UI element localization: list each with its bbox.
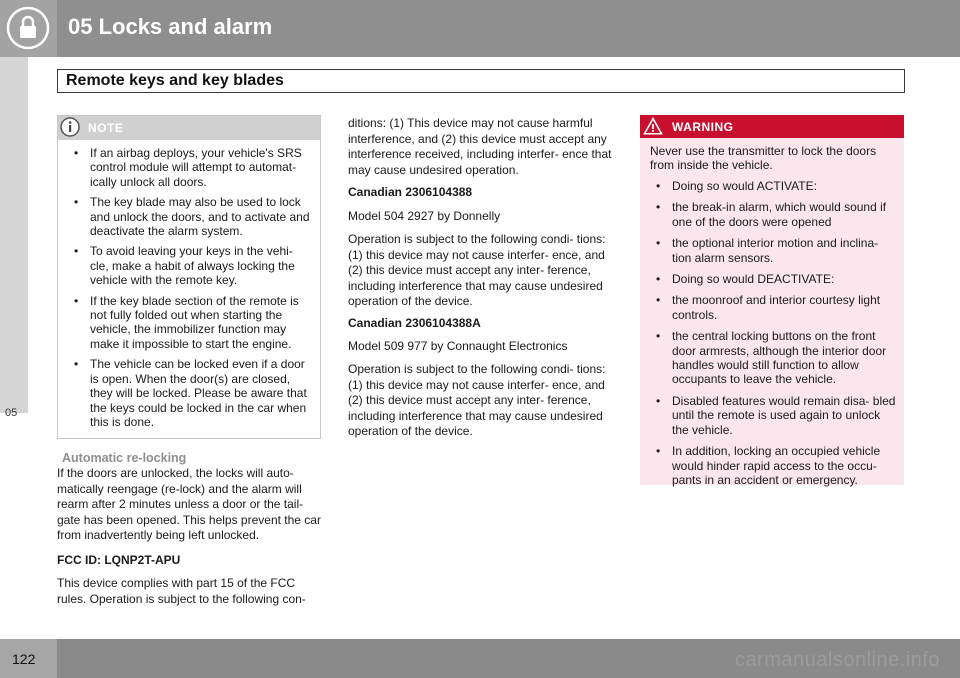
note-title: NOTE [88, 121, 124, 135]
watermark: carmanualsonline.info [734, 649, 940, 671]
note-item: • If the key blade section of the remote is not fully folded out when starting the vehicle, the immobilizer function may make it impossible to start the engine. [68, 294, 313, 352]
note-item: • The vehicle can be locked even if a door is open. When the door(s) are closed, they will be locked. Please be aware that the keys could be locked in the car when this is done. [68, 357, 313, 429]
fcc-conditions-text: ditions: (1) This device may not cause harmful interference, and (2) this device must accept any interference received, including interfer- ence that may cause undesired operation. [348, 116, 612, 177]
page-number-box [0, 639, 57, 678]
warning-item: • the moonroof and interior courtesy light controls. [650, 293, 900, 322]
warning-item: • the optional interior motion and inclina- tion alarm sensors. [650, 236, 900, 265]
chapter-title: 05 Locks and alarm [68, 14, 273, 39]
note-item: • If an airbag deploys, your vehicle's SRS control module will attempt to automat- ically unlock all doors. [68, 146, 313, 189]
fcc-text: This device complies with part 15 of the FCC rules. Operation is subject to the following con- [57, 576, 306, 606]
warning-item: • Disabled features would remain disa- bled until the remote is used again to unlock the vehicle. [650, 394, 900, 437]
canadian-text-1: Operation is subject to the following condi- tions: (1) this device may not cause interfer- ence, and (2) this device must accept any inter- ference, including interference that may cause undesired operation of the device. [348, 232, 606, 309]
warning-item: • Doing so would DEACTIVATE: [650, 272, 900, 286]
info-icon [60, 117, 80, 137]
note-item: • To avoid leaving your keys in the vehi- cle, make a habit of always locking the vehicle with the remote key. [68, 244, 313, 287]
warning-item: • the break-in alarm, which would sound if one of the doors were opened [650, 200, 900, 229]
warning-header [640, 115, 904, 138]
chapter-icon-box [0, 0, 57, 57]
note-item: • The key blade may also be used to lock and unlock the doors, and to activate and deactivate the alarm system. [68, 195, 313, 238]
canadian-id-2: Canadian 2306104388A [348, 316, 481, 330]
warning-item: • the central locking buttons on the front door armrests, although the interior door handles would still function to allow occupants to leave the vehicle. [650, 329, 900, 387]
chapter-header [0, 0, 960, 57]
fcc-id: FCC ID: LQNP2T-APU [57, 553, 181, 567]
note-box [57, 115, 321, 439]
canadian-model-1: Model 504 2927 by Donnelly [348, 209, 501, 223]
canadian-text-2: Operation is subject to the following condi- tions: (1) this device may not cause interfer- ence, and (2) this device must accept any inter- ference, including interference that may cause undesired operation of the device. [348, 362, 606, 439]
chapter-tab-label: 05 [5, 407, 18, 419]
page-number: 122 [12, 651, 36, 667]
warning-title: WARNING [672, 120, 734, 134]
page-footer [0, 639, 960, 678]
canadian-id-1: Canadian 2306104388 [348, 185, 473, 199]
warning-triangle-icon [643, 117, 663, 135]
auto-relock-heading: Automatic re-locking [62, 451, 187, 465]
warning-intro: Never use the transmitter to lock the doors from inside the vehicle. [650, 144, 877, 173]
warning-list [650, 179, 900, 487]
warning-item: • In addition, locking an occupied vehicle would hinder rapid access to the occu- pants in an accident or emergency. [650, 444, 900, 487]
section-title: Remote keys and key blades [66, 72, 284, 89]
note-header [58, 116, 320, 140]
section-title-bar [57, 69, 905, 93]
canadian-model-2: Model 509 977 by Connaught Electronics [348, 339, 568, 353]
note-list [68, 146, 313, 429]
chapter-sidebar [0, 57, 28, 419]
lock-icon [6, 6, 50, 50]
warning-item: • Doing so would ACTIVATE: [650, 179, 900, 193]
auto-relock-text: If the doors are unlocked, the locks will auto- matically reengage (re-lock) and the alarm will rearm after 2 minutes unless a door or the tail- gate has been opened. This helps prevent the car from inadvertently being left unlocked. [57, 466, 321, 543]
warning-box [640, 115, 904, 485]
